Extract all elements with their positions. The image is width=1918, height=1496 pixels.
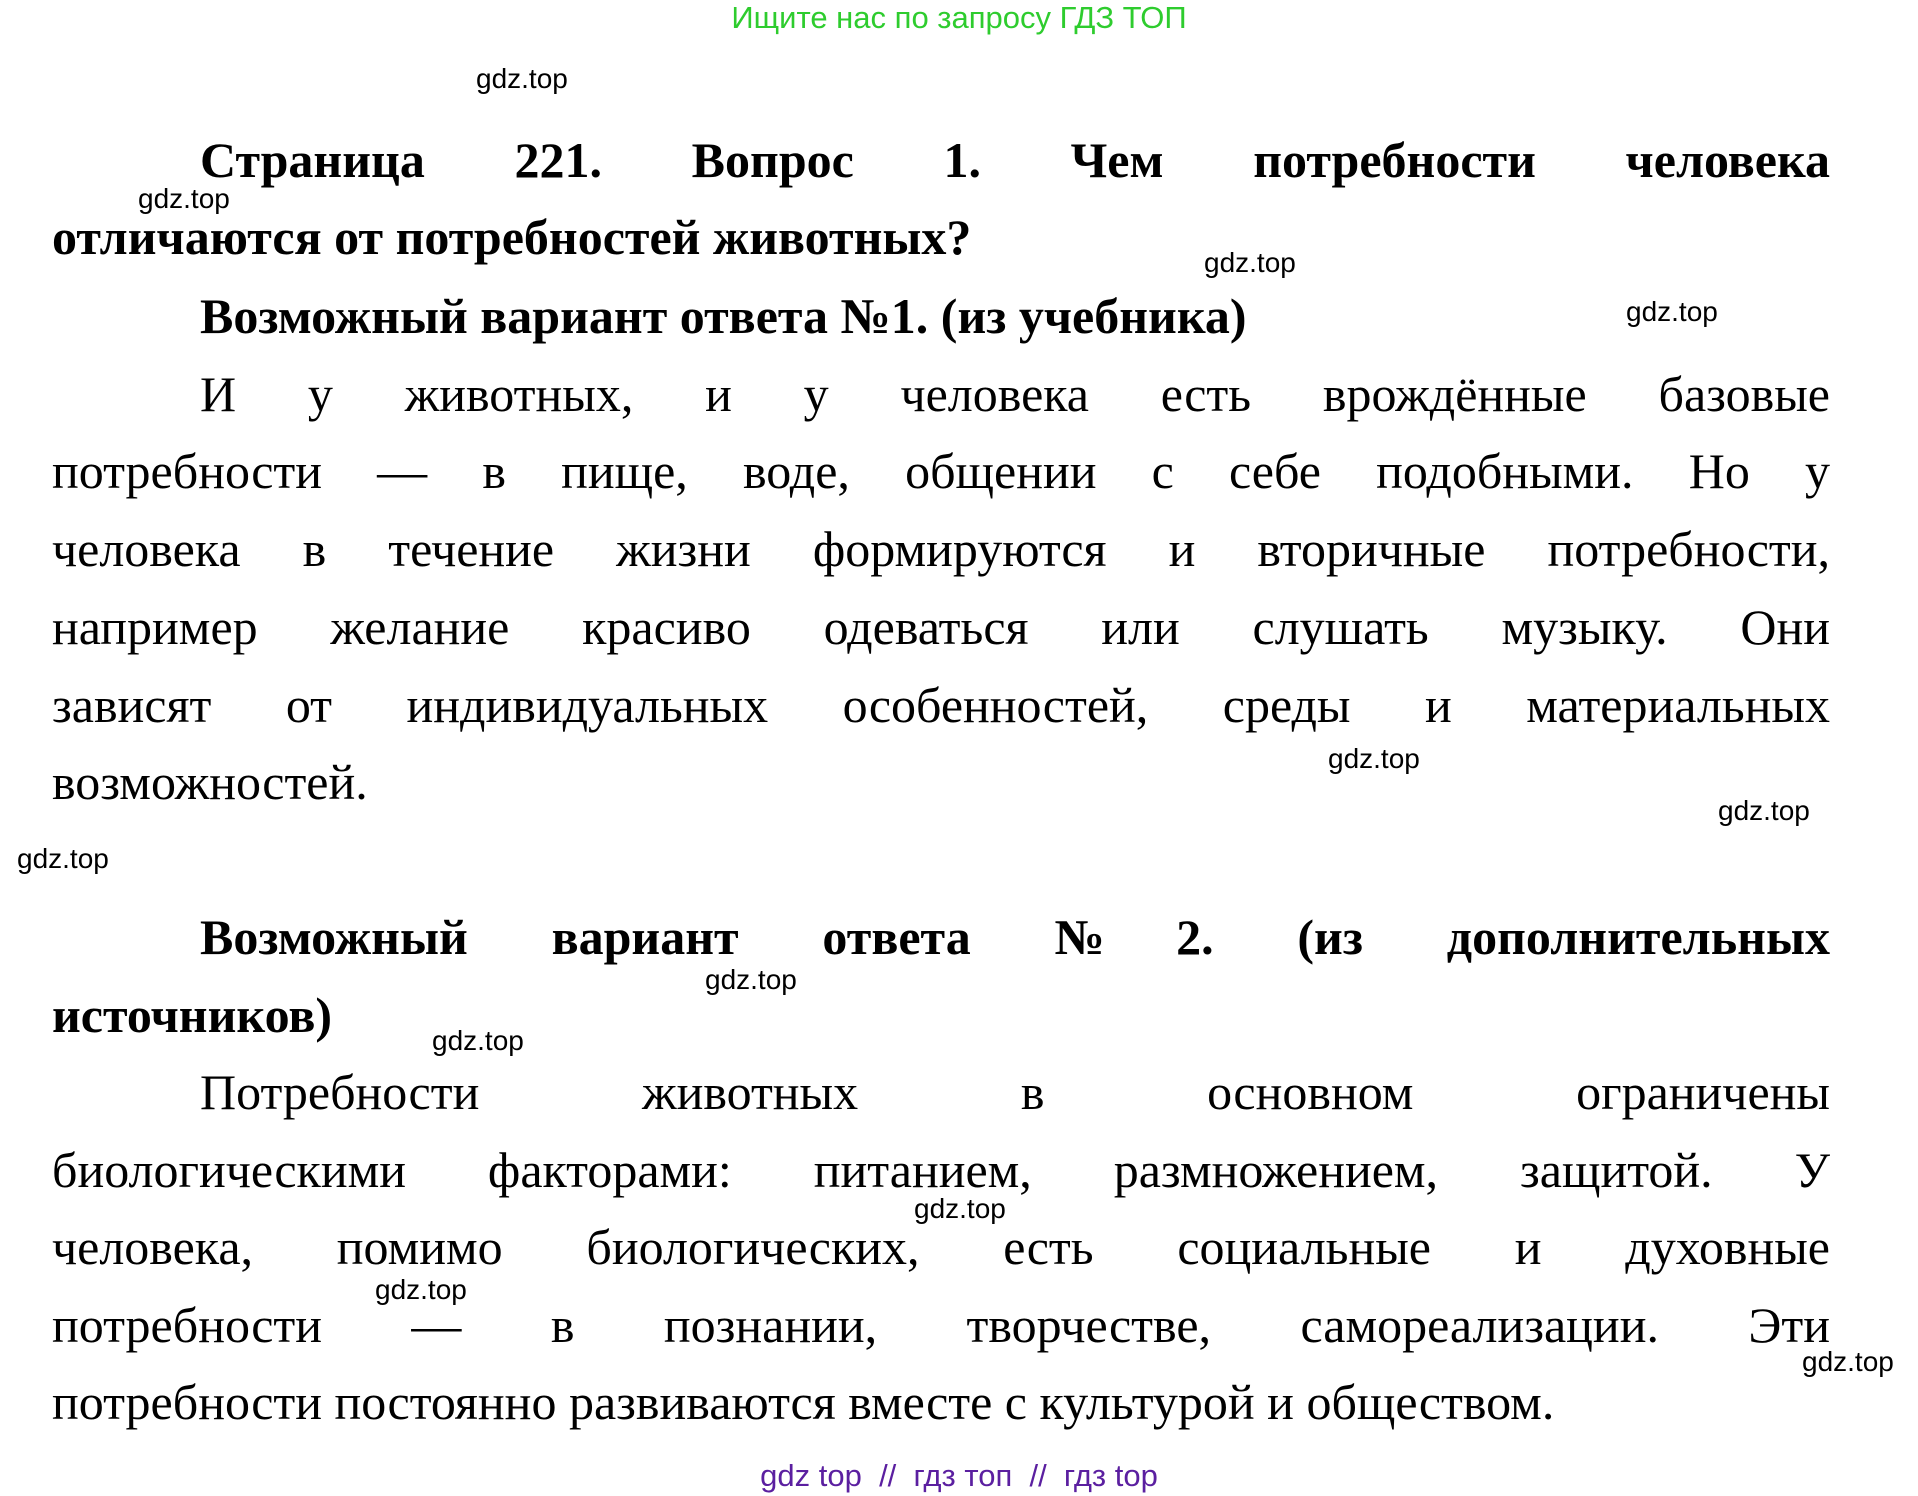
watermark: gdz.top bbox=[1626, 296, 1718, 327]
answer1-line: И у животных, и у человека есть врождённые базовые bbox=[200, 366, 1830, 422]
watermark: gdz.top bbox=[476, 63, 568, 94]
answer2-line: человека, помимо биологических, есть социальные и духовные bbox=[52, 1219, 1830, 1275]
answer2-line: Потребности животных в основном ограничены bbox=[200, 1064, 1830, 1120]
answer1-line: возможностей. bbox=[52, 754, 368, 810]
question-line: Страница 221. Вопрос 1. Чем потребности человека bbox=[200, 132, 1830, 188]
answer1-line: например желание красиво одеваться или слушать музыку. Они bbox=[52, 599, 1830, 655]
question-line: отличаются от потребностей животных? bbox=[52, 209, 972, 265]
answer2-heading: Возможный вариант ответа №2. (из дополнительных bbox=[200, 909, 1830, 965]
watermark: gdz.top bbox=[432, 1025, 524, 1056]
watermark: gdz.top bbox=[17, 843, 109, 874]
watermark: gdz.top bbox=[1802, 1346, 1894, 1377]
answer1-line: человека в течение жизни формируются и вторичные потребности, bbox=[52, 521, 1830, 577]
footer-watermark bbox=[0, 1456, 1918, 1496]
answer2-line: потребности — в познании, творчестве, самореализации. Эти bbox=[52, 1297, 1830, 1353]
footer-text: gdz top // гдз топ // гдз top bbox=[760, 1458, 1158, 1493]
answer1-line: зависят от индивидуальных особенностей, среды и материальных bbox=[52, 677, 1830, 733]
watermark: gdz.top bbox=[705, 964, 797, 995]
search-banner: Ищите нас по запросу ГДЗ ТОП bbox=[731, 0, 1187, 35]
answer1-line: потребности — в пище, воде, общении с себе подобными. Но у bbox=[52, 443, 1830, 499]
answer2-line: потребности постоянно развиваются вместе с культурой и обществом. bbox=[52, 1374, 1555, 1430]
watermark: gdz.top bbox=[1718, 795, 1810, 826]
watermark: gdz.top bbox=[375, 1274, 467, 1305]
answer2-heading: источников) bbox=[52, 987, 332, 1043]
watermark: gdz.top bbox=[1328, 743, 1420, 774]
answer1-heading: Возможный вариант ответа №1. (из учебника) bbox=[200, 288, 1247, 344]
watermark: gdz.top bbox=[914, 1193, 1006, 1224]
answer2-line: биологическими факторами: питанием, размножением, защитой. У bbox=[52, 1142, 1830, 1198]
watermark: gdz.top bbox=[1204, 247, 1296, 278]
watermark: gdz.top bbox=[138, 183, 230, 214]
